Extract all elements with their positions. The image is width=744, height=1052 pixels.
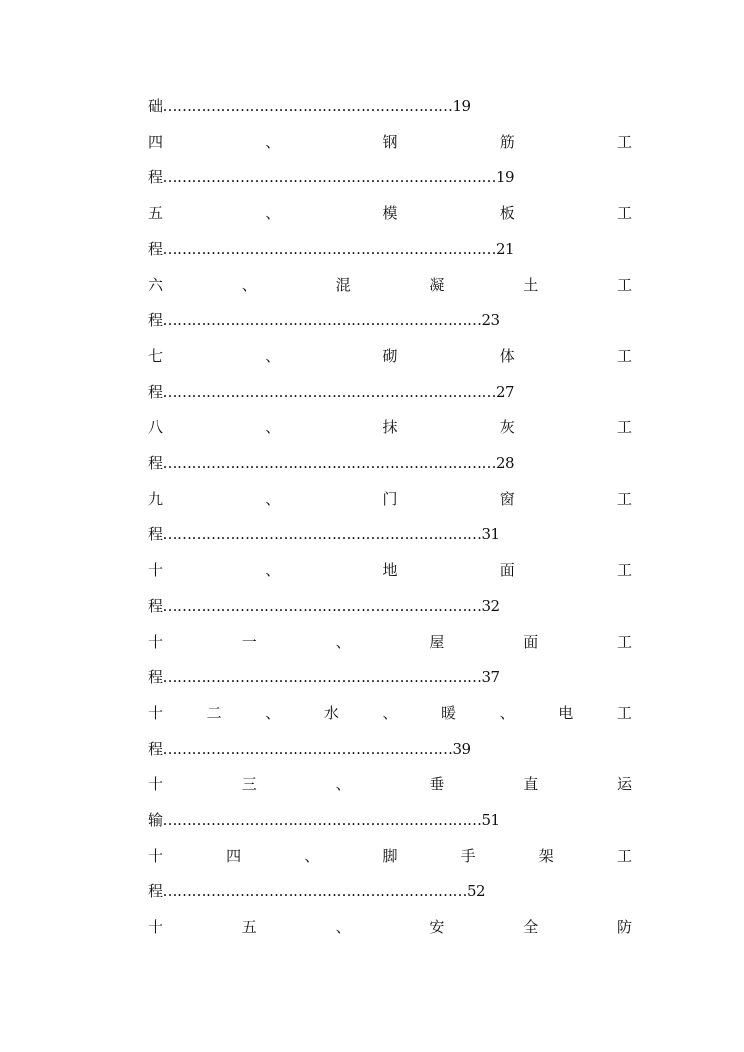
toc-page-number: 19 — [452, 97, 471, 115]
toc-heading-char: 十 — [148, 775, 164, 794]
toc-heading-line — [148, 630, 632, 654]
toc-heading-char: 面 — [523, 632, 539, 651]
toc-heading-line — [148, 558, 632, 582]
toc-heading-char: 、 — [265, 489, 281, 508]
toc-heading-char: 工 — [616, 275, 632, 294]
toc-heading-char: 八 — [148, 418, 164, 437]
toc-entry-first-char: 础 — [148, 97, 163, 115]
toc-page-number: 28 — [496, 454, 515, 472]
toc-heading-char: 一 — [241, 632, 257, 651]
toc-page-number: 32 — [481, 596, 500, 615]
toc-heading-char: 面 — [499, 561, 515, 580]
toc-entry-line — [148, 594, 632, 618]
toc-heading-char: 防 — [616, 918, 632, 937]
toc-entry-line — [148, 380, 632, 404]
toc-heading-char: 工 — [616, 561, 632, 580]
toc-heading-char: 五 — [241, 918, 257, 937]
toc-heading-line — [148, 844, 632, 868]
toc-entry-first-char: 程 — [148, 382, 163, 401]
toc-page-number: 31 — [481, 525, 500, 544]
toc-heading-char: 、 — [265, 561, 281, 580]
toc-heading-char: 手 — [460, 846, 476, 865]
toc-heading-line — [148, 915, 632, 939]
toc-entry-line — [148, 451, 632, 475]
toc-heading-char: 、 — [241, 275, 257, 294]
toc-heading-char: 、 — [265, 132, 281, 151]
toc-page-number: 51 — [481, 811, 500, 829]
toc-leader-dots: …………………………………………………………… — [162, 382, 497, 401]
toc-entry-line — [148, 808, 632, 832]
toc-entry-line — [148, 94, 632, 118]
toc-heading-char: 工 — [616, 132, 632, 151]
toc-entry-line — [148, 522, 632, 546]
toc-heading-char: 、 — [265, 703, 281, 722]
toc-heading-char: 架 — [538, 846, 554, 865]
toc-entry-line — [148, 665, 632, 689]
toc-entry-line — [148, 237, 632, 261]
toc-heading-char: 全 — [523, 918, 539, 937]
toc-heading-char: 、 — [382, 703, 398, 722]
toc-heading-char: 水 — [323, 703, 339, 722]
toc-heading-char: 土 — [523, 275, 539, 294]
toc-heading-char: 屋 — [429, 632, 445, 651]
toc-entry-first-char: 程 — [148, 168, 163, 187]
toc-heading-char: 十 — [148, 918, 164, 937]
toc-leader-dots: …………………………………………………… — [162, 97, 453, 115]
toc-page-number: 23 — [481, 311, 500, 330]
toc-heading-char: 四 — [226, 846, 242, 865]
toc-heading-char: 模 — [382, 204, 398, 223]
toc-heading-line — [148, 344, 632, 368]
toc-heading-char: 工 — [616, 346, 632, 365]
toc-heading-char: 九 — [148, 489, 164, 508]
toc-heading-char: 门 — [382, 489, 398, 508]
toc-entry-first-char: 程 — [148, 596, 163, 615]
toc-leader-dots: …………………………………………………………… — [162, 168, 497, 187]
toc-leader-dots: …………………………………………………………… — [162, 239, 497, 258]
toc-heading-char: 筋 — [499, 132, 515, 151]
toc-heading-char: 十 — [148, 561, 164, 580]
toc-page-number: 21 — [496, 239, 515, 258]
toc-heading-char: 、 — [265, 346, 281, 365]
toc-heading-char: 灰 — [499, 418, 515, 437]
toc-heading-char: 抹 — [382, 418, 398, 437]
toc-heading-char: 暖 — [441, 703, 457, 722]
toc-heading-char: 二 — [206, 703, 222, 722]
toc-page-number: 39 — [452, 739, 471, 758]
toc-heading-char: 混 — [335, 275, 351, 294]
toc-heading-char: 、 — [265, 204, 281, 223]
toc-heading-line — [148, 701, 632, 725]
toc-page-number: 37 — [481, 668, 500, 687]
toc-heading-char: 工 — [616, 489, 632, 508]
toc-heading-char: 十 — [148, 846, 164, 865]
toc-heading-line — [148, 415, 632, 439]
toc-heading-line — [148, 487, 632, 511]
toc-heading-char: 七 — [148, 346, 164, 365]
toc-heading-char: 四 — [148, 132, 164, 151]
toc-leader-dots: ………………………………………………………… — [162, 311, 482, 330]
toc-heading-char: 电 — [558, 703, 574, 722]
toc-heading-char: 十 — [148, 632, 164, 651]
toc-leader-dots: ……………………………………………………… — [162, 882, 468, 901]
toc-entry-line — [148, 737, 632, 761]
toc-entry-line — [148, 308, 632, 332]
toc-entry-first-char: 程 — [148, 668, 163, 687]
toc-entry-line — [148, 879, 632, 903]
toc-heading-char: 运 — [616, 775, 632, 794]
toc-page-number: 19 — [496, 168, 515, 187]
toc-heading-char: 、 — [335, 918, 351, 937]
toc-entry-first-char: 程 — [148, 882, 163, 901]
toc-heading-char: 直 — [523, 775, 539, 794]
toc-page-number: 52 — [467, 882, 486, 901]
toc-heading-char: 工 — [616, 632, 632, 651]
toc-heading-char: 工 — [616, 846, 632, 865]
toc-heading-line — [148, 201, 632, 225]
toc-heading-line — [148, 772, 632, 796]
toc-heading-char: 钢 — [382, 132, 398, 151]
toc-heading-char: 凝 — [429, 275, 445, 294]
toc-entry-first-char: 程 — [148, 239, 163, 258]
toc-leader-dots: …………………………………………………………… — [162, 454, 497, 472]
toc-heading-char: 地 — [382, 561, 398, 580]
toc-heading-char: 、 — [335, 632, 351, 651]
toc-leader-dots: ………………………………………………………… — [162, 596, 482, 615]
toc-heading-char: 安 — [429, 918, 445, 937]
toc-heading-char: 脚 — [382, 846, 398, 865]
toc-heading-char: 六 — [148, 275, 164, 294]
toc-heading-char: 体 — [499, 346, 515, 365]
toc-heading-char: 工 — [616, 418, 632, 437]
toc-entry-first-char: 输 — [148, 811, 163, 829]
toc-entry-first-char: 程 — [148, 454, 163, 472]
toc-heading-char: 五 — [148, 204, 164, 223]
toc-entry-line — [148, 165, 632, 189]
toc-heading-char: 、 — [499, 703, 515, 722]
toc-heading-char: 板 — [499, 204, 515, 223]
toc-leader-dots: …………………………………………………… — [162, 739, 453, 758]
toc-entry-first-char: 程 — [148, 311, 163, 330]
toc-leader-dots: ………………………………………………………… — [162, 525, 482, 544]
toc-heading-char: 工 — [616, 703, 632, 722]
toc-heading-char: 十 — [148, 703, 164, 722]
toc-leader-dots: ………………………………………………………… — [162, 811, 482, 829]
toc-heading-line — [148, 130, 632, 154]
toc-heading-char: 工 — [616, 204, 632, 223]
toc-heading-char: 、 — [335, 775, 351, 794]
toc-heading-char: 、 — [265, 418, 281, 437]
toc-entry-first-char: 程 — [148, 525, 163, 544]
toc-leader-dots: ………………………………………………………… — [162, 668, 482, 687]
toc-heading-char: 垂 — [429, 775, 445, 794]
toc-heading-char: 砌 — [382, 346, 398, 365]
toc-heading-char: 窗 — [499, 489, 515, 508]
toc-entry-first-char: 程 — [148, 739, 163, 758]
toc-heading-char: 、 — [304, 846, 320, 865]
toc-heading-char: 三 — [241, 775, 257, 794]
toc-page-number: 27 — [496, 382, 515, 401]
toc-heading-line — [148, 273, 632, 297]
